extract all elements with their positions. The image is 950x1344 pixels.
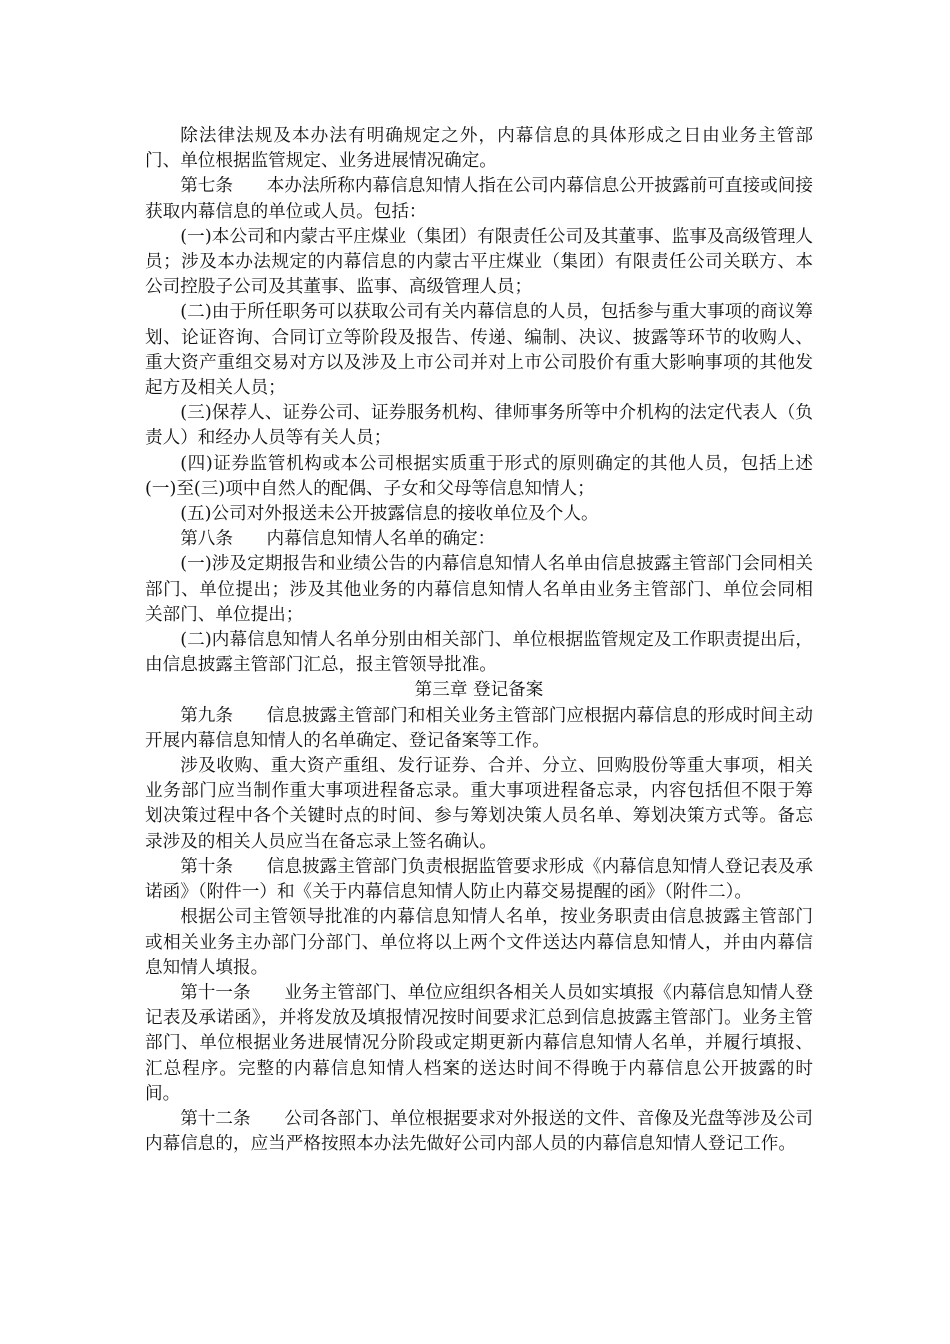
article-8 [145,527,813,552]
paragraph: (二)由于所任职务可以获取公司有关内幕信息的人员，包括参与重大事项的商议筹划、论证咨询、合同订立等阶段及报告、传递、编制、决议、披露等环节的收购人、重大资产重组交易对方以及涉及上市公司并对上市公司股价有重大影响事项的其他发起方及相关人员； [145,302,813,399]
article-text: 内幕信息知情人名单的确定： [266,529,496,550]
article-text: 信息披露主管部门负责根据监管要求形成《内幕信息知情人登记表及承诺函》（附件一）和《关于内幕信息知情人防止内幕交易提醒的函》（附件二）。 [145,856,813,903]
article-text: 本办法所称内幕信息知情人指在公司内幕信息公开披露前可直接或间接获取内幕信息的单位或人员。包括： [145,176,813,222]
paragraph: (二)内幕信息知情人名单分别由相关部门、单位根据监管规定及工作职责提出后，由信息披露主管部门汇总，报主管领导批准。 [145,630,813,676]
paragraph: 除法律法规及本办法有明确规定之外，内幕信息的具体形成之日由业务主管部门、单位根据监管规定、业务进展情况确定。 [145,126,813,172]
article-number: 第八条 [180,529,233,550]
article-text: 公司各部门、单位根据要求对外报送的文件、音像及光盘等涉及公司内幕信息的，应当严格按照本办法先做好公司内部人员的内幕信息知情人登记工作。 [145,1108,813,1155]
paragraph: (一)涉及定期报告和业绩公告的内幕信息知情人名单由信息披露主管部门会同相关部门、单位提出；涉及其他业务的内幕信息知情人名单由业务主管部门、单位会同相关部门、单位提出； [145,554,813,625]
article-number: 第十条 [180,856,234,877]
article-number: 第九条 [180,705,234,726]
article-number: 第十二条 [180,1108,251,1129]
article-10 [145,855,813,905]
paragraph: (五)公司对外报送未公开披露信息的接收单位及个人。 [180,504,599,525]
paragraph: (一)本公司和内蒙古平庄煤业（集团）有限责任公司及其董事、监事及高级管理人员；涉及本办法规定的内幕信息的内蒙古平庄煤业（集团）有限责任公司关联方、本公司控股子公司及其董事、监事、高级管理人员； [145,226,813,298]
article-number: 第七条 [180,176,234,197]
article-number: 第十一条 [180,982,251,1003]
article-7 [145,174,813,224]
article-text: 业务主管部门、单位应组织各相关人员如实填报《内幕信息知情人登记表及承诺函》，并将发放及填报情况按时间要求汇总到信息披露主管部门。业务主管部门、单位根据业务进展情况分阶段或定期更新内幕信息知情人名单，并履行填报、汇总程序。完整的内幕信息知情人档案的送达时间不得晚于内幕信息公开披露的时间。 [145,982,813,1104]
paragraph: 涉及收购、重大资产重组、发行证券、合并、分立、回购股份等重大事项，相关业务部门应当制作重大事项进程备忘录。重大事项进程备忘录，内容包括但不限于筹划决策过程中各个关键时点的时间、参与筹划决策人员名单、筹划决策方式等。备忘录涉及的相关人员应当在备忘录上签名确认。 [145,756,813,852]
article-9 [145,704,813,754]
chapter-heading: 第三章 登记备案 [414,680,544,701]
paragraph: (四)证券监管机构或本公司根据实质重于形式的原则确定的其他人员，包括上述(一)至(三)项中自然人的配偶、子女和父母等信息知情人； [145,453,813,499]
article-text: 信息披露主管部门和相关业务主管部门应根据内幕信息的形成时间主动开展内幕信息知情人的名单确定、登记备案等工作。 [145,705,813,751]
article-11 [145,981,813,1107]
document-body [145,124,813,1157]
paragraph: 根据公司主管领导批准的内幕信息知情人名单，按业务职责由信息披露主管部门或相关业务主办部门分部门、单位将以上两个文件送达内幕信息知情人，并由内幕信息知情人填报。 [145,907,813,978]
paragraph: (三)保荐人、证券公司、证券服务机构、律师事务所等中介机构的法定代表人（负责人）和经办人员等有关人员； [145,403,813,449]
article-12 [145,1107,813,1157]
